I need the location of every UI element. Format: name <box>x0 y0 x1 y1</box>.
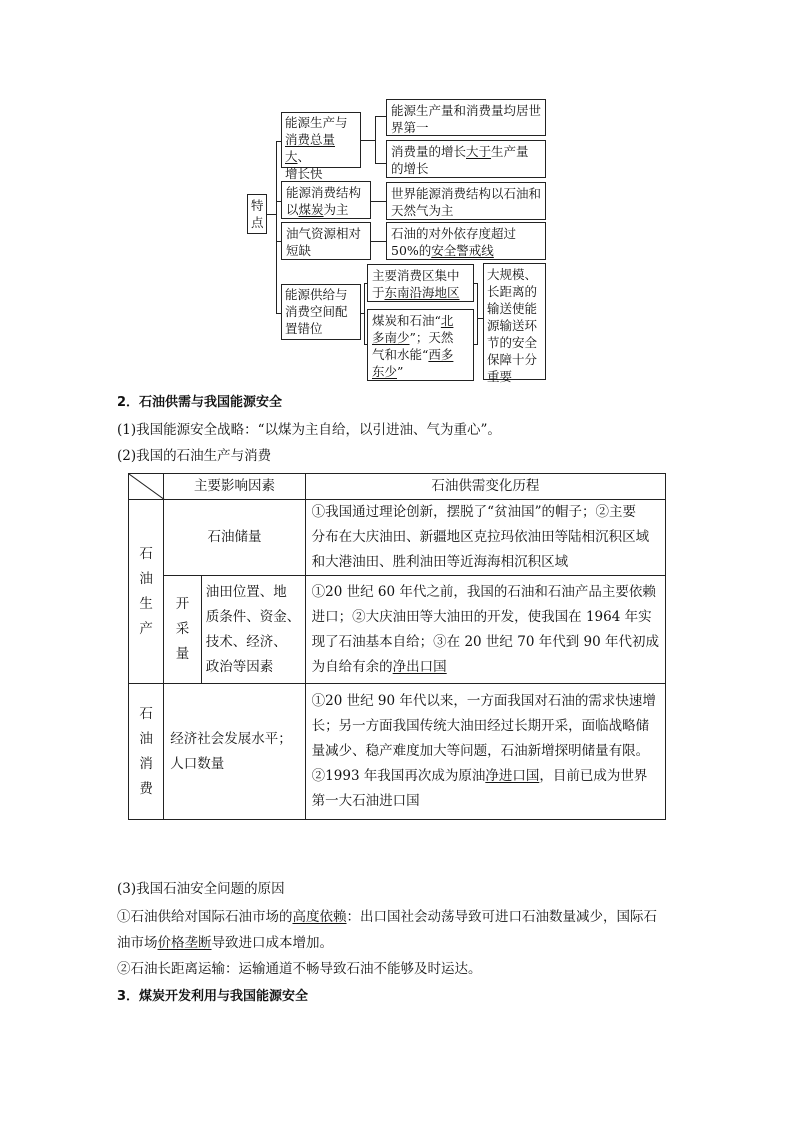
section-2-title: 2．石油供需与我国能源安全 <box>117 395 283 410</box>
consumption-history: ①20 世纪 90 年代以来，一方面我国对石油的需求快速增 长；另一方面我国传统大油田经过长期开采，面临战略储 量减少、稳产难度加大等问题，石油新增探明储量有限。 ②1993 年我国再次成为原油净进口国，目前已成为世界 第一大石油进口国 <box>305 684 665 820</box>
section-3-line-3: ②石油长距离运输：运输通道不畅导致石油不能够及时运达。 <box>117 961 482 977</box>
root-label: 特点 <box>251 198 264 230</box>
consumption-factors: 经济社会发展水平； 人口数量 <box>164 684 305 820</box>
b1-child-first: 能源生产量和消费量均居世界第一 <box>386 99 546 136</box>
header-history: 石油供需变化历程 <box>305 474 665 500</box>
section-3-line-1: ①石油供给对国际石油市场的高度依赖：出口国社会动荡导致可进口石油数量减少，国际石 <box>117 909 657 925</box>
branch-spatial-mismatch: 能源供给与 消费空间配 置错位 <box>281 284 361 340</box>
b4-sub-southeast: 主要消费区集中 于东南沿海地区 <box>367 264 474 302</box>
b4-result: 大规模、长距离的输送使能源输送环节的安全保障十分重要 <box>483 263 546 380</box>
b3-child: 石油的对外依存度超过 50%的安全警戒线 <box>386 222 546 260</box>
diagonal-header-cell <box>129 474 164 500</box>
mining-label: 开 采 量 <box>164 576 201 684</box>
reserve-label: 石油储量 <box>164 500 305 576</box>
section-4-title: 3．煤炭开发利用与我国能源安全 <box>117 989 309 1004</box>
mining-history: ①20 世纪 60 年代之前，我国的石油和石油产品主要依赖 进口；②大庆油田等大油田的开发，使我国在 1964 年实 现了石油基本自给；③在 20 世纪 70 年代到 90 年代初成 为自给有余的净出口国 <box>305 576 665 684</box>
section-3-title: (3)我国石油安全问题的原因 <box>117 881 285 897</box>
reserve-history: ①我国通过理论创新，摆脱了“贫油国”的帽子；②主要 分布在大庆油田、新疆地区克拉玛依油田等陆相沉积区域 和大港油田、胜利油田等近海海相沉积区域 <box>305 500 665 576</box>
b2-child: 世界能源消费结构以石油和天然气为主 <box>386 182 546 220</box>
section-2-subtitle: (2)我国的石油生产与消费 <box>117 448 272 464</box>
branch-production-consumption: 能源生产与 消费总量大、 增长快 <box>281 112 361 168</box>
oil-table <box>128 473 666 820</box>
row-label-production: 石 油 生 产 <box>129 500 164 684</box>
b1-child-growth: 消费量的增长大于生产量的增长 <box>386 140 546 178</box>
row-label-consumption: 石 油 消 费 <box>129 684 164 820</box>
diagram-root <box>247 194 267 234</box>
branch-oil-gas-shortage: 油气资源相对 短缺 <box>281 222 371 260</box>
section-3-line-2: 油市场价格垄断导致进口成本增加。 <box>117 935 333 951</box>
section-2-strategy: (1)我国能源安全战略：“以煤为主自给，以引进油、气为重心”。 <box>117 422 501 438</box>
mining-factors: 油田位置、地 质条件、资金、 技术、经济、 政治等因素 <box>201 576 305 684</box>
branch-consumption-structure: 能源消费结构 以煤炭为主 <box>281 181 371 219</box>
header-factors: 主要影响因素 <box>164 474 305 500</box>
b4-sub-distribution: 煤炭和石油“北 多南少”；天然 气和水能“西多 东少” <box>367 309 474 381</box>
